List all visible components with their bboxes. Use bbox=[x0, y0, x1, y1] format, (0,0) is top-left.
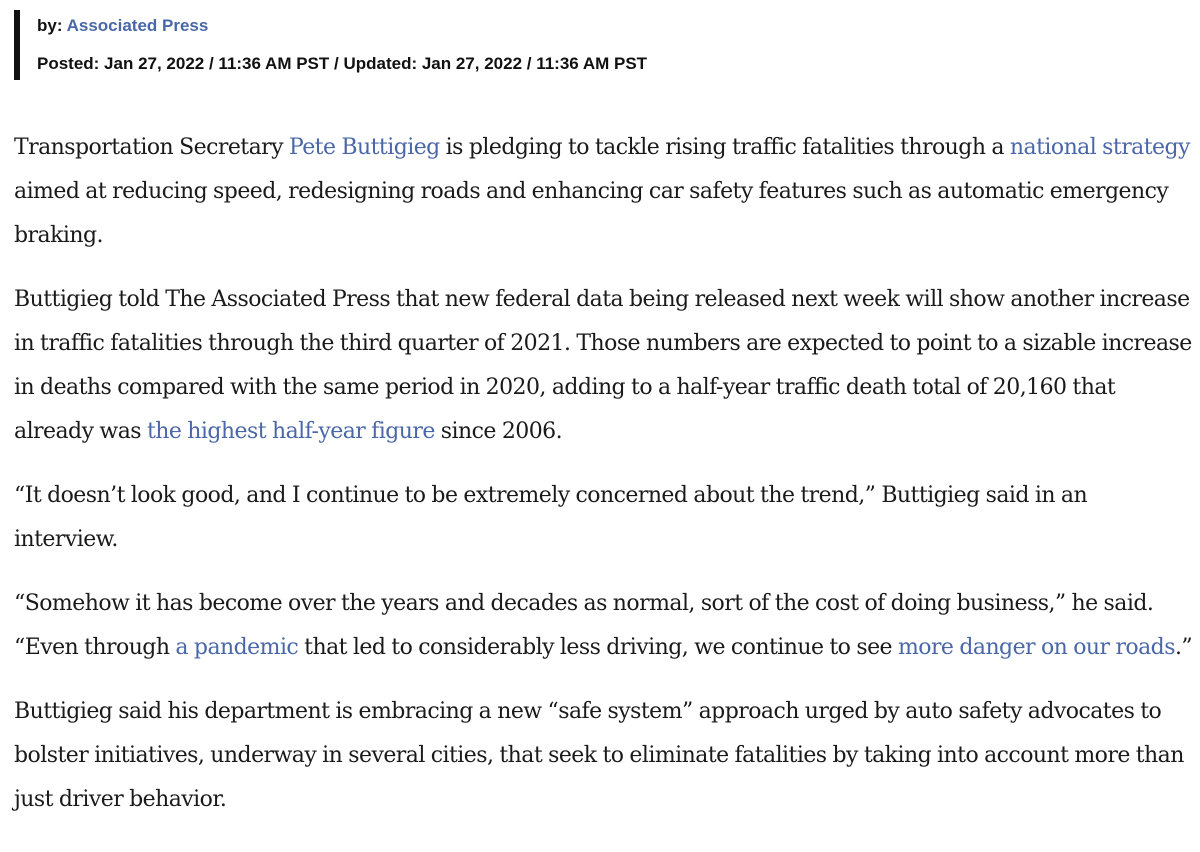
paragraph-text: “Somehow it has become over the years and decades as normal, sort of the cost of doing business,” he said. “Even through bbox=[14, 591, 1154, 660]
paragraph-1 bbox=[14, 126, 1194, 258]
paragraph-text: that led to considerably less driving, we continue to see bbox=[298, 635, 898, 660]
paragraph-3 bbox=[14, 474, 1194, 562]
paragraph-text: Transportation Secretary bbox=[14, 135, 289, 160]
by-label: by: bbox=[37, 16, 63, 35]
highest-half-year-figure-link[interactable]: the highest half-year figure bbox=[146, 419, 435, 444]
paragraph-text: “It doesn’t look good, and I continue to be extremely concerned about the trend,” Buttigieg said in an interview. bbox=[14, 483, 1088, 552]
paragraph-text: Buttigieg told The Associated Press that new federal data being released next week will show another increase in traffic fatalities through the third quarter of 2021. Those numbers are expected to point to a sizable increase in deaths compared with the same period in 2020, adding to a half-year traffic death total of 20,160 that already was bbox=[14, 287, 1192, 444]
paragraph-text: .” bbox=[1174, 635, 1193, 660]
national-strategy-link[interactable]: national strategy bbox=[1009, 135, 1190, 160]
more-danger-on-roads-link[interactable]: more danger on our roads bbox=[897, 635, 1175, 660]
author-link[interactable]: Associated Press bbox=[66, 16, 209, 35]
paragraph-text: aimed at reducing speed, redesigning roads and enhancing car safety features such as automatic emergency braking. bbox=[14, 179, 1169, 248]
paragraph-text: Buttigieg said his department is embracing a new “safe system” approach urged by auto safety advocates to bolster initiatives, underway in several cities, that seek to eliminate fatalities by taking into account more than just driver behavior. bbox=[14, 699, 1184, 812]
paragraph-text: since 2006. bbox=[434, 419, 563, 444]
byline-author-row bbox=[37, 14, 647, 38]
paragraph-4 bbox=[14, 582, 1194, 670]
article-body bbox=[14, 126, 1194, 842]
paragraph-2 bbox=[14, 278, 1194, 454]
pandemic-link[interactable]: a pandemic bbox=[175, 635, 299, 660]
posted-updated-dates: Posted: Jan 27, 2022 / 11:36 AM PST / Updated: Jan 27, 2022 / 11:36 AM PST bbox=[37, 54, 648, 73]
pete-buttigieg-link[interactable]: Pete Buttigieg bbox=[288, 135, 440, 160]
paragraph-5 bbox=[14, 690, 1194, 822]
paragraph-text: is pledging to tackle rising traffic fatalities through a bbox=[439, 135, 1010, 160]
byline-block bbox=[14, 10, 647, 80]
